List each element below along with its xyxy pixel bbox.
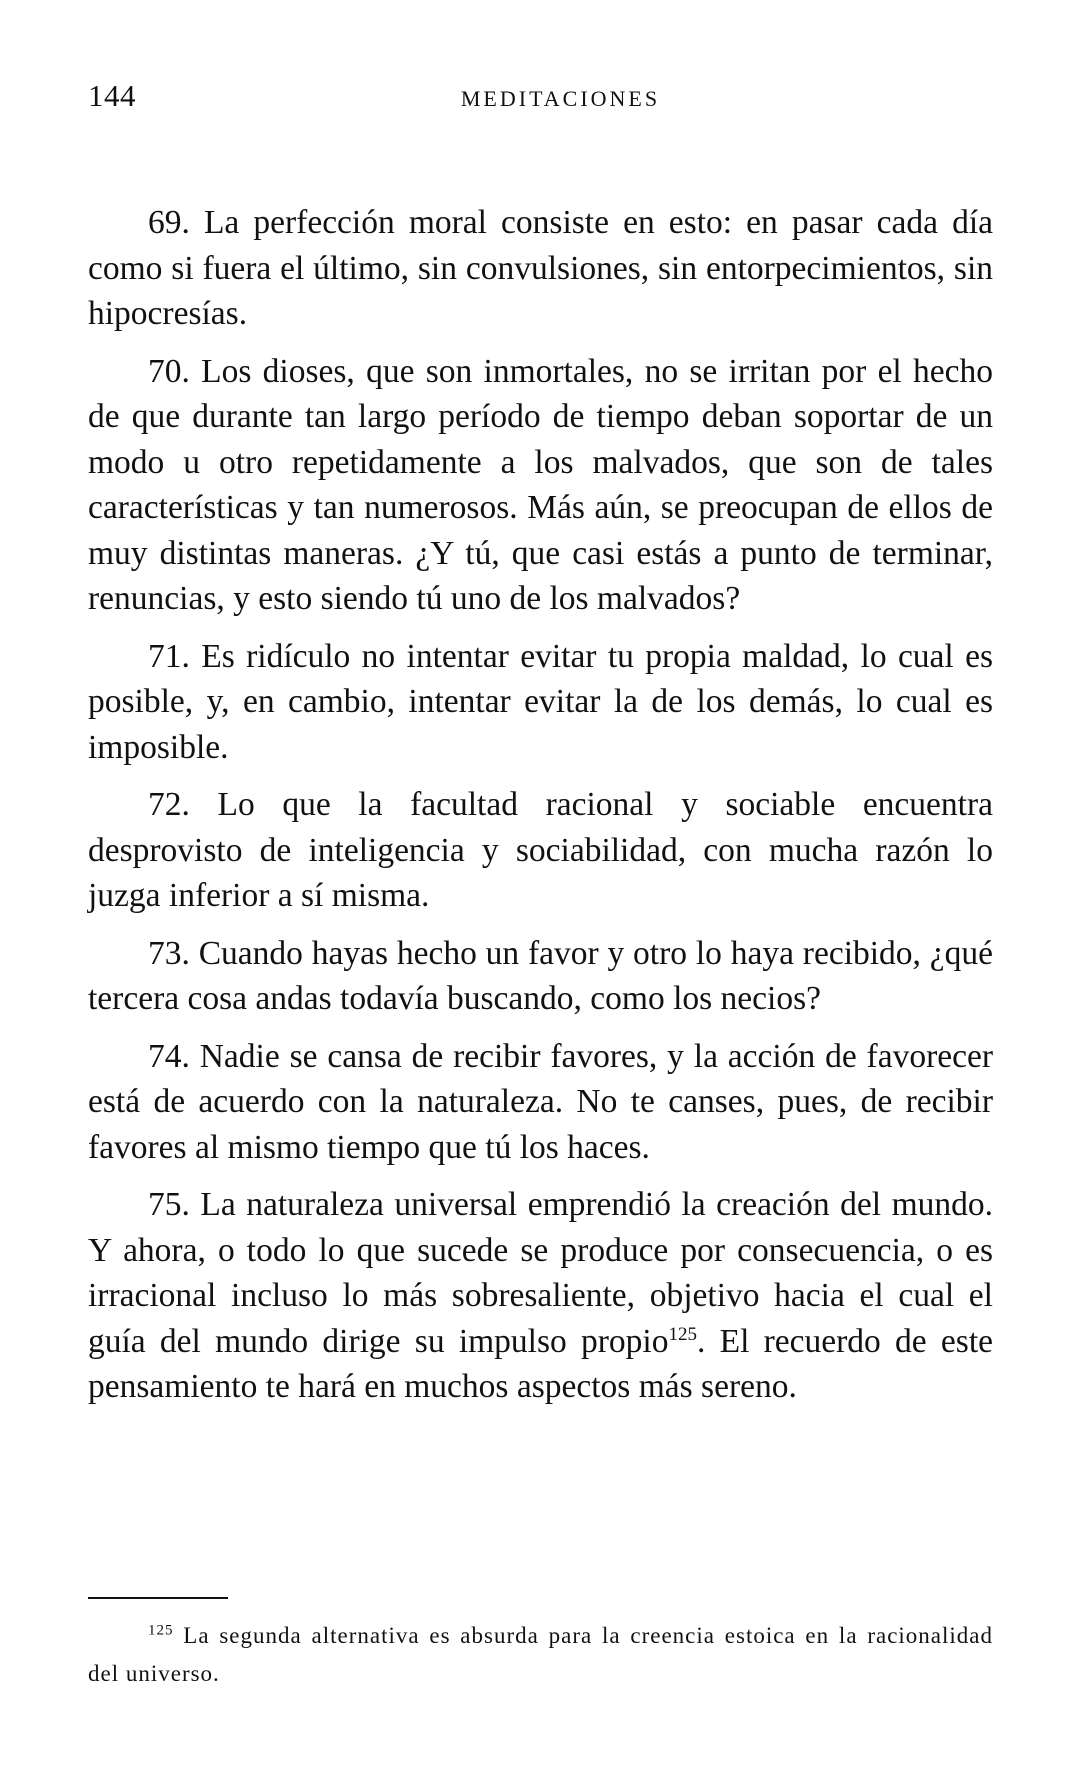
main-text — [88, 200, 993, 1422]
paragraph-text: La naturaleza universal emprendió la creación del mundo. Y ahora, o todo lo que sucede se produce por consecuencia, o es irracional incluso lo más sobresaliente, objetivo hacia el cual el guía del mundo dirige su impulso propio — [88, 1186, 994, 1360]
paragraph-text: Cuando hayas hecho un favor y otro lo haya recibido, ¿qué tercera cosa andas todavía buscando, como los necios? — [88, 934, 993, 1017]
paragraph-number: 75. — [148, 1186, 190, 1223]
footnote-divider — [88, 1597, 228, 1599]
paragraph-72 — [88, 782, 993, 919]
paragraph-number: 72. — [148, 786, 190, 823]
paragraph-71 — [88, 634, 993, 771]
page-number: 144 — [88, 78, 136, 113]
page-header — [88, 78, 993, 118]
paragraph-70 — [88, 349, 993, 622]
paragraph-number: 69. — [148, 204, 190, 241]
paragraph-75 — [88, 1182, 993, 1410]
paragraph-73 — [88, 931, 993, 1022]
paragraph-number: 70. — [148, 352, 190, 390]
paragraph-text-continued: . El recuerdo de este pensamiento te hará en muchos aspectos más sereno. — [88, 1322, 994, 1405]
footnote-marker: 125 — [148, 1622, 174, 1639]
paragraph-number: 74. — [148, 1037, 190, 1075]
paragraph-text: Nadie se cansa de recibir favores, y la acción de favorecer está de acuerdo con la naturaleza. No te canses, pues, de recibir favores al mismo tiempo que tú los haces. — [88, 1037, 993, 1166]
footnote — [88, 1617, 993, 1693]
paragraph-69 — [88, 200, 993, 337]
paragraph-text: Es ridículo no intentar evitar tu propia maldad, lo cual es posible, y, en cambio, intentar evitar la de los demás, lo cual es imposible. — [88, 637, 994, 766]
paragraph-text: Lo que la facultad racional y sociable encuentra desprovisto de inteligencia y sociabilidad, con mucha razón lo juzga inferior a sí misma. — [88, 786, 994, 914]
running-title: MEDITACIONES — [460, 86, 661, 111]
paragraph-text: Los dioses, que son inmortales, no se irritan por el hecho de que durante tan largo período de tiempo deban soportar de un modo u otro repetidamente a los malvados, que son de tales características y tan numerosos. Más aún, se preocupan de ellos de muy distintas maneras. ¿Y tú, que casi estás a punto de terminar, renuncias, y esto siendo tú uno de los malvados? — [88, 352, 993, 617]
paragraph-number: 71. — [148, 637, 190, 675]
paragraph-number: 73. — [148, 934, 190, 972]
paragraph-74 — [88, 1034, 993, 1171]
footnote-text: La segunda alternativa es absurda para la creencia estoica en la racionalidad del universo. — [88, 1623, 993, 1686]
paragraph-text: La perfección moral consiste en esto: en pasar cada día como si fuera el último, sin convulsiones, sin entorpecimientos, sin hipocresías. — [88, 204, 993, 332]
footnote-reference[interactable]: 125 — [668, 1323, 697, 1345]
